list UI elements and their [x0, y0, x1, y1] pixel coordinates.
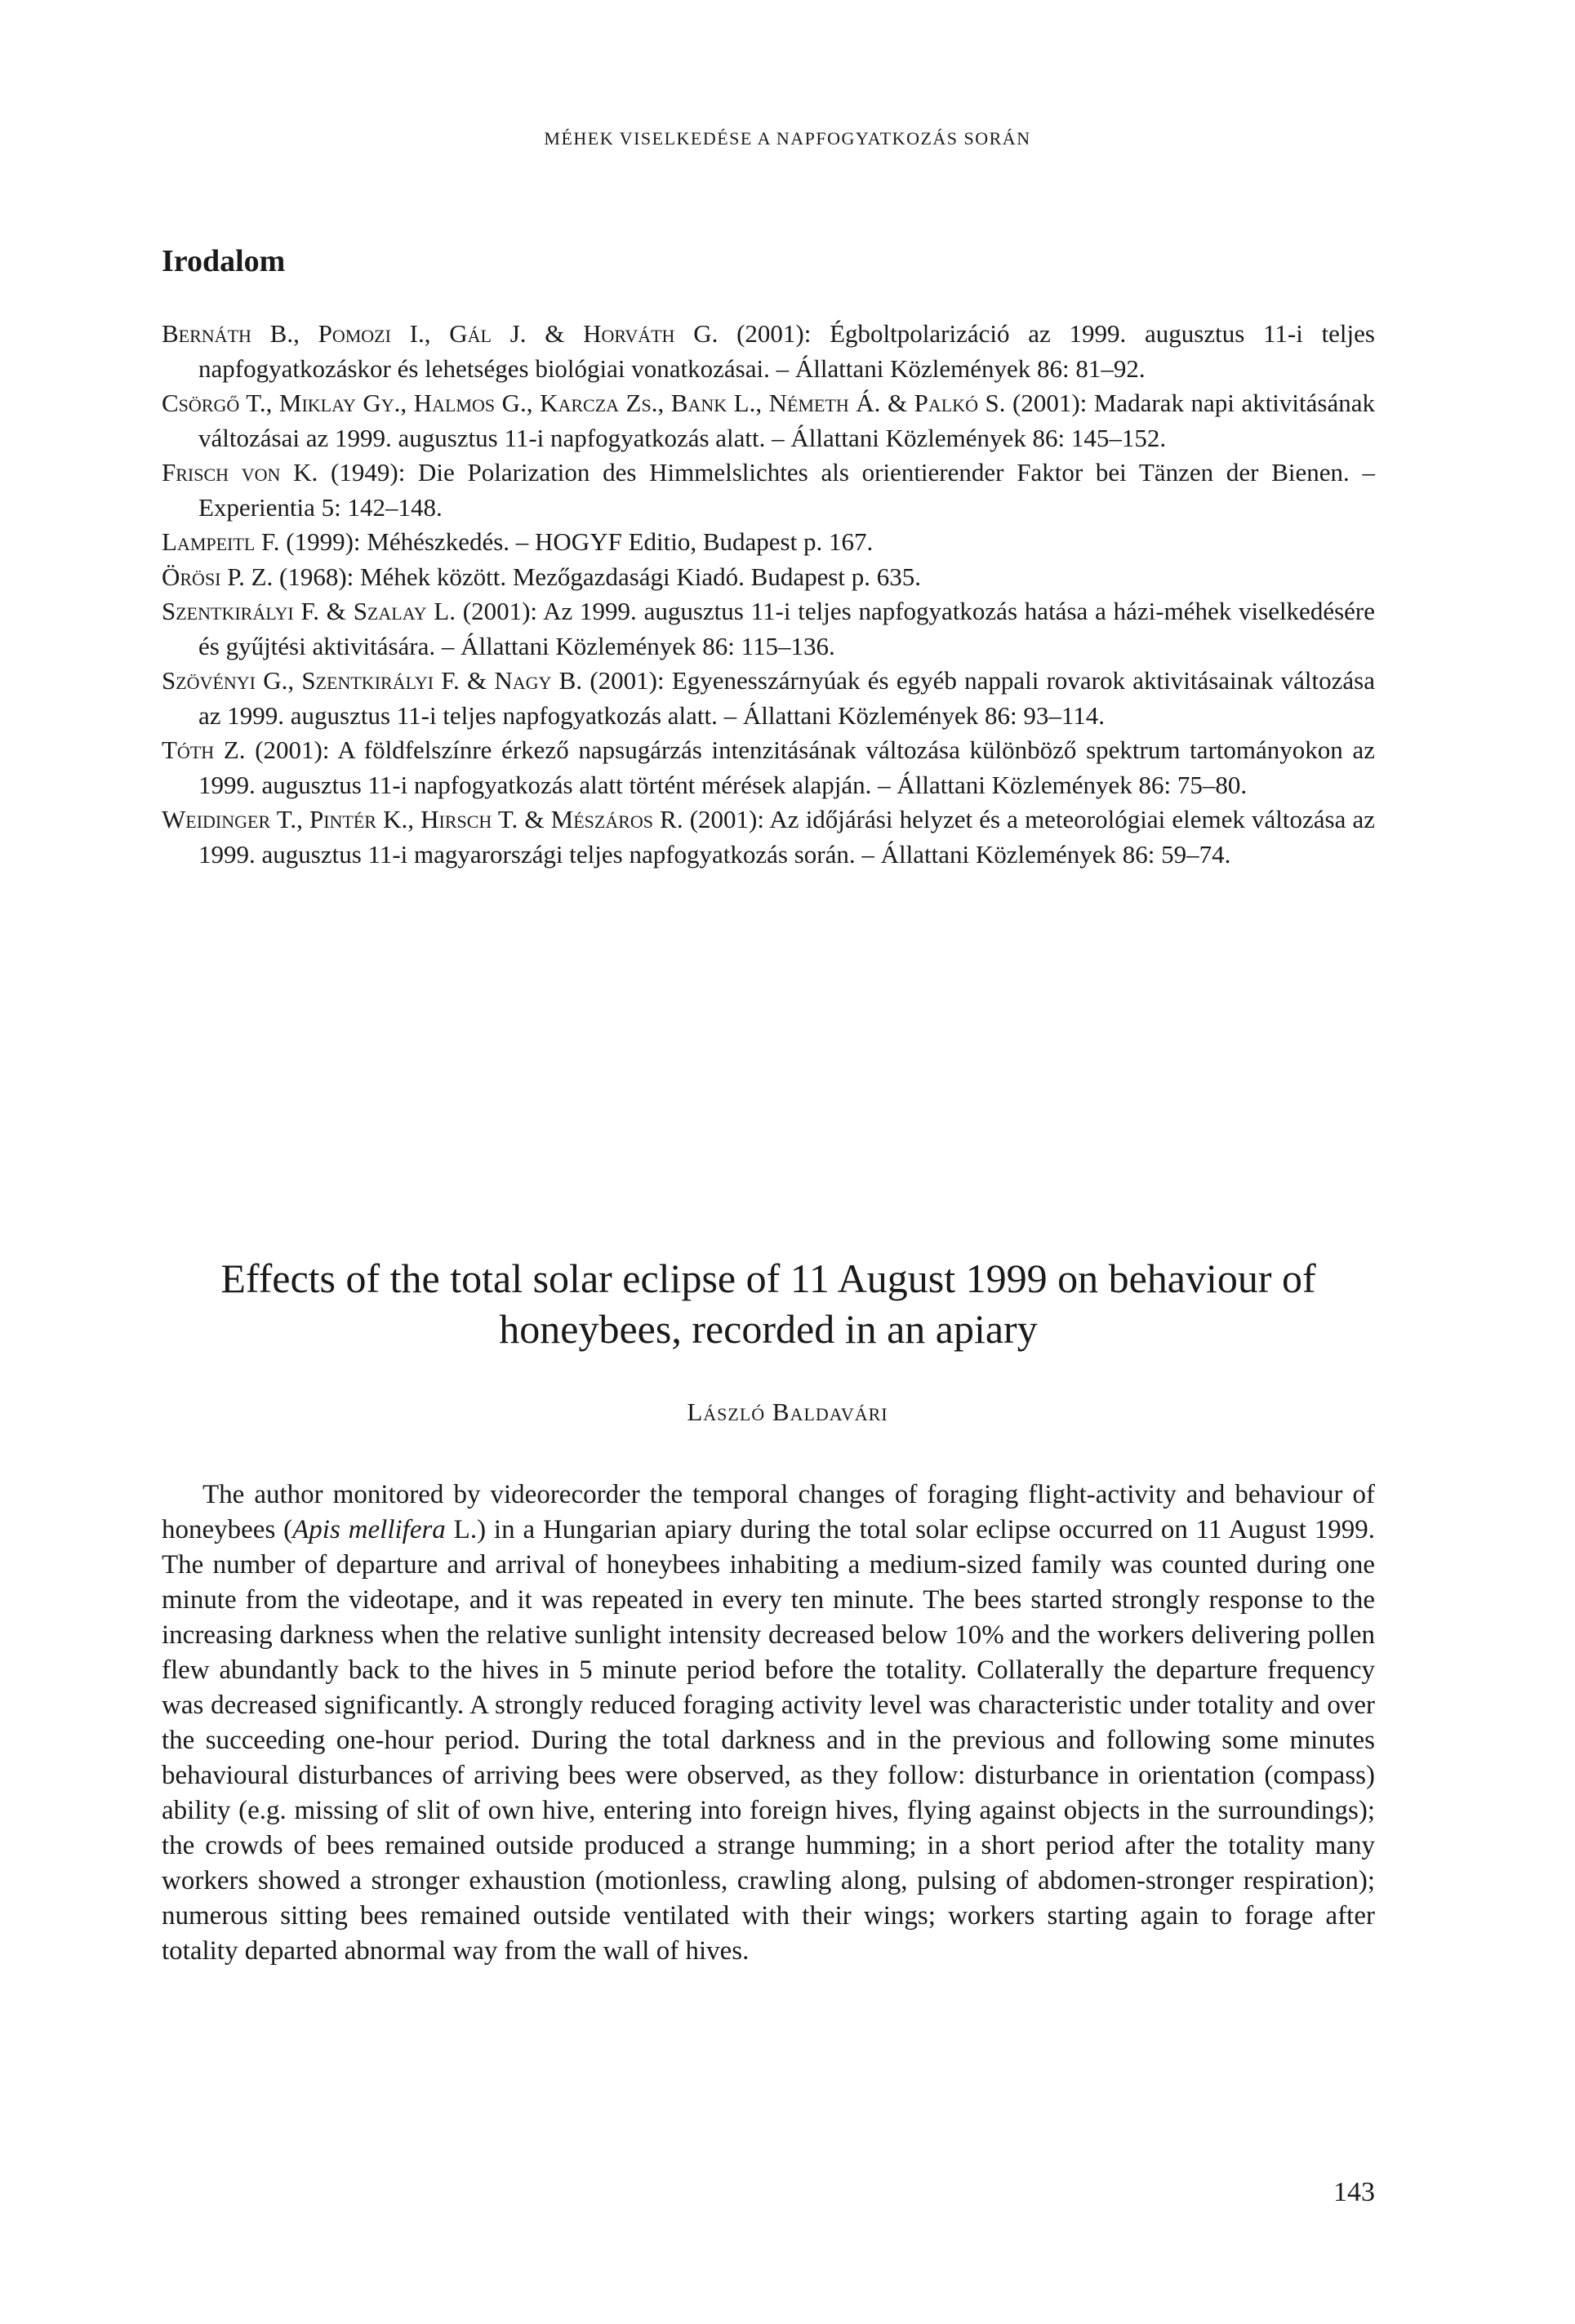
reference-authors: Csörgő T., Miklay Gy., Halmos G., Karcza Zs., Bank L., Németh Á. & Palkó S.	[162, 389, 1006, 417]
reference-item	[162, 664, 1375, 733]
reference-item	[162, 525, 1375, 560]
running-head: MÉHEK VISELKEDÉSE A NAPFOGYATKOZÁS SORÁN	[544, 128, 1031, 149]
article-author: László Baldavári	[687, 1398, 888, 1426]
species-name: Apis mellifera	[292, 1515, 446, 1544]
reference-text: (2001): Madarak napi aktivitásának változásai az 1999. augusztus 11-i napfogyatkozás alatt. – Állattani Közlemények 86: 145–152.	[198, 389, 1375, 452]
reference-text: (2001): Az időjárási helyzet és a meteorológiai elemek változása az 1999. augusztus 11-i magyarországi teljes napfogyatkozás során. – Állattani Közlemények 86: 59–74.	[198, 805, 1375, 869]
abstract-text-rest: L.) in a Hungarian apiary during the total solar eclipse occurred on 11 August 1999. The number of departure and arrival of honeybees inhabiting a medium-sized family was counted during one minute from the videotape, and it was repeated in every ten minute. The bees started strongly response to the increasing darkness when the relative sunlight intensity decreased below 10% and the workers delivering pollen flew abundantly back to the hives in 5 minute period before the totality. Collaterally the departure frequency was decreased significantly. A strongly reduced foraging activity level was characteristic under totality and over the succeeding one-hour period. During the total darkness and in the previous and following some minutes behavioural disturbances of arriving bees were observed, as they follow: disturbance in orientation (compass) ability (e.g. missing of slit of own hive, entering into foreign hives, flying against objects in the surroundings); the crowds of bees remained outside produced a strange humming; in a short period after the totality many workers showed a stronger exhaustion (motionless, crawling along, pulsing of abdomen-stronger respiration); numerous sitting bees remained outside ventilated with their wings; workers starting again to forage after totality departed abnormal way from the wall of hives.	[162, 1515, 1375, 1966]
reference-authors: Lampeitl F.	[162, 527, 280, 556]
reference-authors: Frisch von K.	[162, 458, 318, 487]
references-heading: Irodalom	[162, 244, 286, 278]
reference-authors: Szövényi G., Szentkirályi F. & Nagy B.	[162, 666, 583, 695]
reference-text: (2001): A földfelszínre érkező napsugárzás intenzitásának változása különböző spektrum tartományokon az 1999. augusztus 11-i napfogyatkozás alatt történt mérések alapján. – Állattani Közlemények 86: 75–80.	[198, 735, 1375, 799]
reference-text: (2001): Égboltpolarizáció az 1999. augusztus 11-i teljes napfogyatkozáskor és lehetséges biológiai vonatkozásai. – Állattani Közlemények 86: 81–92.	[198, 319, 1375, 383]
reference-text: (2001): Az 1999. augusztus 11-i teljes napfogyatkozás hatása a házi-méhek viselkedésére és gyűjtési aktivitására. – Állattani Közlemények 86: 115–136.	[198, 597, 1375, 660]
abstract-paragraph	[162, 1477, 1375, 1969]
reference-list	[162, 317, 1375, 872]
reference-item	[162, 317, 1375, 386]
reference-authors: Szentkirályi F. & Szalay L.	[162, 597, 456, 625]
reference-item	[162, 733, 1375, 802]
reference-text: (1999): Méhészkedés. – HOGYF Editio, Budapest p. 167.	[279, 527, 874, 556]
reference-item	[162, 386, 1375, 455]
reference-item	[162, 560, 1375, 595]
reference-text: (2001): Egyenesszárnyúak és egyéb nappali rovarok aktivitásainak változása az 1999. augusztus 11-i teljes napfogyatkozás alatt. – Állattani Közlemények 86: 93–114.	[198, 666, 1375, 730]
reference-authors: Weidinger T., Pintér K., Hirsch T. & Mészáros R.	[162, 805, 683, 833]
reference-item	[162, 455, 1375, 525]
page-number: 143	[1333, 2177, 1375, 2207]
reference-text: (1949): Die Polarization des Himmelslichtes als orientierender Faktor bei Tänzen der Bienen. – Experientia 5: 142–148.	[198, 458, 1375, 522]
article-title: Effects of the total solar eclipse of 11 August 1999 on behaviour of honeybees, recorded in an apiary	[220, 1255, 1316, 1352]
reference-item	[162, 594, 1375, 664]
reference-item	[162, 802, 1375, 872]
reference-authors: Tóth Z.	[162, 735, 246, 764]
reference-authors: Örösi P. Z.	[162, 562, 274, 591]
reference-text: (1968): Méhek között. Mezőgazdasági Kiadó. Budapest p. 635.	[273, 562, 922, 591]
reference-authors: Bernáth B., Pomozi I., Gál J. & Horváth G.	[162, 319, 719, 348]
abstract-text-start: The author monitored by videorecorder the temporal changes of foraging flight-activity and behaviour of honeybees (	[162, 1480, 1375, 1544]
